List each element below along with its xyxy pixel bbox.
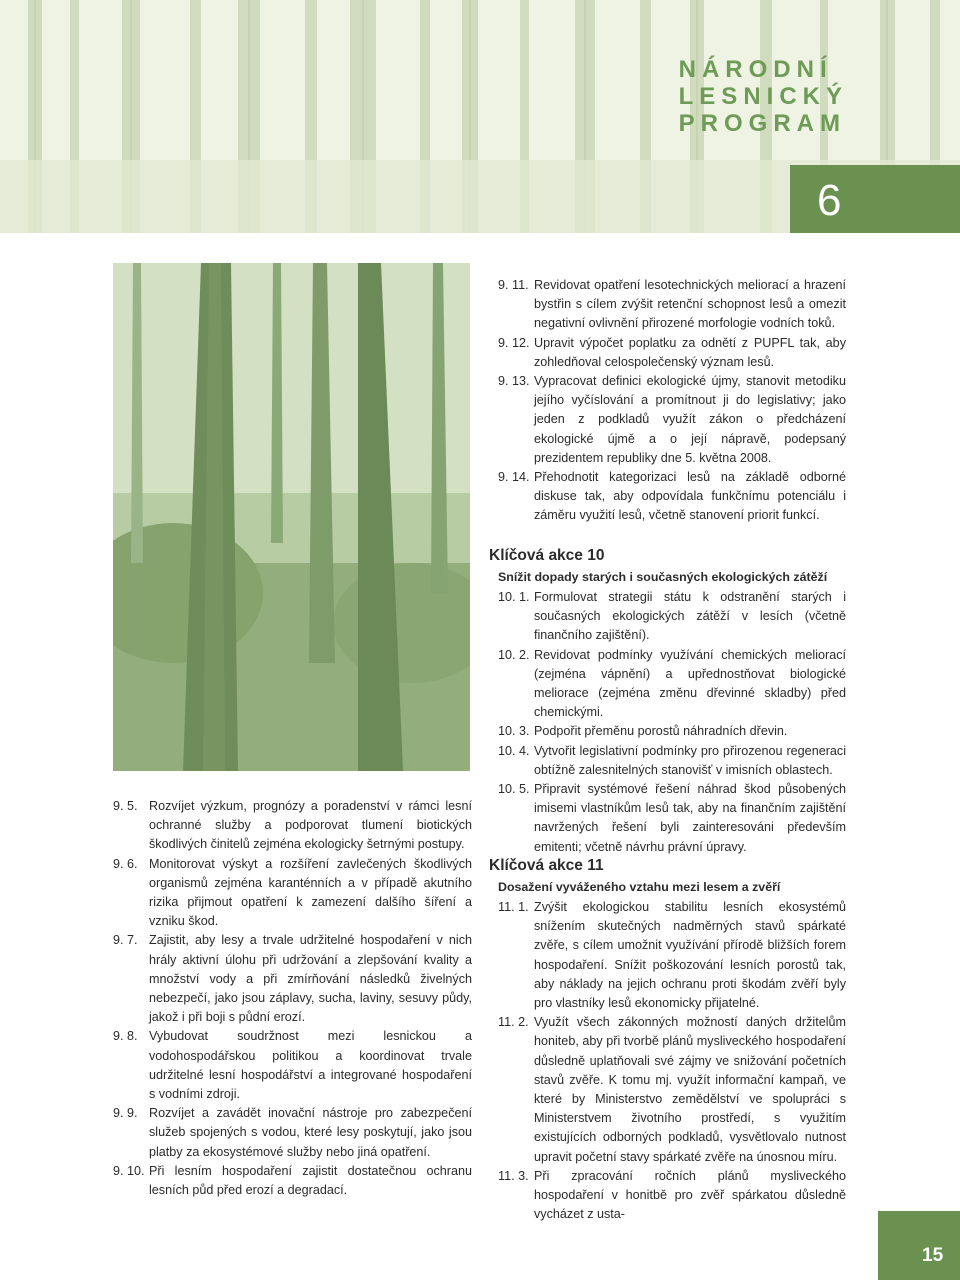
list-item <box>113 797 472 855</box>
item-text: Rozvíjet výzkum, prognózy a poradenství v rámci lesní ochranné služby a podporovat tlumení biotických škodlivých činitelů zejména ekologicky šetrnými postupy. <box>149 799 472 852</box>
item-text: Připravit systémové řešení náhrad škod působených imisemi vlastníkům lesů tak, aby na finančním zajištění navržených řešení byli zainteresováni především emitenti; včetně návrhu právní úpravy. <box>534 782 846 854</box>
item-number: 9. 8. <box>113 1029 138 1044</box>
section-heading: Klíčová akce 11 <box>489 857 604 874</box>
page-number-badge <box>878 1211 960 1280</box>
chapter-number: 6 <box>817 176 842 225</box>
item-number: 10. 5. <box>498 782 530 797</box>
list-item <box>113 931 472 1027</box>
item-number: 11. 2. <box>498 1015 529 1030</box>
item-number: 10. 4. <box>498 743 530 758</box>
list-item <box>498 1013 846 1167</box>
key-action-11 <box>489 842 846 1224</box>
item-text: Při lesním hospodaření zajistit dostatečnou ochranu lesních půd před erozí a degradací. <box>149 1163 472 1198</box>
item-text: Přehodnotit kategorizaci lesů na základě odborné diskuse tak, aby odpovídala funkčnímu potenciálu i záměru využití lesů, včetně stanovení priorit funkcí. <box>534 470 846 523</box>
list-item <box>498 1167 846 1225</box>
item-number: 10. 3. <box>498 724 530 739</box>
program-title-line-2: LESNICKÝ <box>678 83 848 110</box>
list-item <box>498 898 846 1013</box>
item-number: 11. 3. <box>498 1168 529 1183</box>
item-number: 10. 2. <box>498 647 530 662</box>
item-number: 9. 11. <box>498 278 529 292</box>
right-column-top <box>498 276 846 526</box>
beech-forest-illustration <box>113 263 470 771</box>
section-heading: Klíčová akce 10 <box>489 547 605 564</box>
item-number: 9. 6. <box>113 856 138 871</box>
list-item <box>498 722 846 741</box>
item-text: Vybudovat soudržnost mezi lesnickou a vodohospodářskou politikou a koordinovat trvale udržitelné lesní hospodářství a integrované hospodaření s vodními zdroji. <box>149 1029 472 1102</box>
list-item <box>498 372 846 468</box>
item-text: Podpořit přeměnu porostů náhradních dřevin. <box>534 724 788 739</box>
list-item <box>113 855 472 932</box>
item-text: Revidovat opatření lesotechnických meliorací a hrazení bystřin s cílem zvýšit retenční schopnost lesů a omezit negativní ovlivnění přirozené morfologie vodních toků. <box>534 278 846 331</box>
item-text: Upravit výpočet poplatku za odnětí z PUPFL tak, aby zohledňoval celospolečenský význam lesů. <box>534 335 846 369</box>
item-text: Zvýšit ekologickou stabilitu lesních ekosystémů snížením skutečných nadměrných stavů spárkaté zvěře, s cílem umožnit využívání přírodě bližších forem hospodaření. Snížit poškozování lesních porostů tak, aby náklady na jejich ochranu proti škodám zvěří byly pro vlastníky lesů ekonomicky přijatelné. <box>534 900 846 1011</box>
item-number: 9. 12. <box>498 335 530 350</box>
item-number: 10. 1. <box>498 590 530 604</box>
item-text: Zajistit, aby lesy a trvale udržitelné hospodaření v nich hrály aktivní úlohu při udržování a zlepšování kvality a množství vody a při zmírňování následků živelných nebezpečí, jako jsou záplavy, sucha, laviny, sesuvy půdy, jakož i při boji s půdní erozí. <box>149 933 472 1025</box>
list-item <box>498 646 846 723</box>
list-item <box>498 334 846 372</box>
item-text: Revidovat podmínky využívání chemických meliorací (zejména vápnění) a upřednostňovat biologické meliorace (zejména změnu dřevinné skladby) před chemickými. <box>534 647 846 720</box>
forest-photo <box>113 263 470 771</box>
item-text: Monitorovat výskyt a rozšíření zavlečených škodlivých organismů zejména karanténních a v případě akutního rizika přijmout opatření k zamezení dalšího šíření a vzniku škod. <box>149 856 472 929</box>
list-item <box>113 1027 472 1104</box>
left-column <box>113 797 472 1200</box>
program-title <box>679 56 848 137</box>
item-text: Vytvořit legislativní podmínky pro přirozenou regeneraci obtížně zalesnitelných stanovišť v imisních oblastech. <box>534 743 846 777</box>
item-text: Vypracovat definici ekologické újmy, stanovit metodiku jejího vyčíslování a promítnout ji do legislativy; jako jeden z podkladů využít zákon o předcházení ekologické újmě a o její nápravě, podepsaný prezidentem republiky dne 5. května 2008. <box>534 374 846 465</box>
list-item <box>498 468 846 526</box>
list-item <box>498 588 846 646</box>
item-number: 9. 13. <box>498 374 530 389</box>
page-number: 15 <box>922 1245 944 1266</box>
program-title-line-3: PROGRAM <box>678 110 846 137</box>
list-item <box>498 276 846 334</box>
item-text: Využít všech zákonných možností daných držitelům honiteb, aby při tvorbě plánů mysliveckého hospodaření důsledně uplatňovali své zájmy ve snižování početních stavů zvěře. K tomu mj. využít informační kampaň, ve které by Ministerstvo zemědělství ve spolupráci s Ministerstvem životního prostředí, s využitím existujících odborných podkladů, vysvětlovalo nutnost upravit početní stavy spárkaté zvěře na únosnou míru. <box>534 1015 846 1164</box>
list-item <box>113 1162 472 1200</box>
list-item <box>113 1104 472 1162</box>
item-number: 11. 1. <box>498 900 529 914</box>
program-title-line-1: NÁRODNÍ <box>678 56 833 83</box>
chapter-badge <box>790 165 960 233</box>
item-number: 9. 9. <box>113 1106 138 1121</box>
item-text: Při zpracování ročních plánů mysliveckého hospodaření v honitbě pro zvěř spárkatou důsledně vycházet z usta- <box>534 1168 846 1222</box>
section-subheading: Dosažení vyváženého vztahu mezi lesem a zvěří <box>498 880 781 894</box>
item-text: Rozvíjet a zavádět inovační nástroje pro zabezpečení služeb spojených s vodou, které lesy poskytují, jako jsou platby za ekosystémové služby nebo jiná opatření. <box>149 1106 472 1159</box>
key-action-10 <box>489 532 846 857</box>
item-text: Formulovat strategii státu k odstranění starých i současných ekologických zátěží v lesích (včetně finančního zajištění). <box>534 590 846 643</box>
item-number: 9. 14. <box>498 470 530 485</box>
item-number: 9. 5. <box>113 799 138 813</box>
item-number: 9. 10. <box>113 1163 145 1178</box>
list-item <box>498 742 846 780</box>
section-subheading: Snížit dopady starých i současných ekologických zátěží <box>498 570 828 584</box>
item-number: 9. 7. <box>113 933 138 948</box>
